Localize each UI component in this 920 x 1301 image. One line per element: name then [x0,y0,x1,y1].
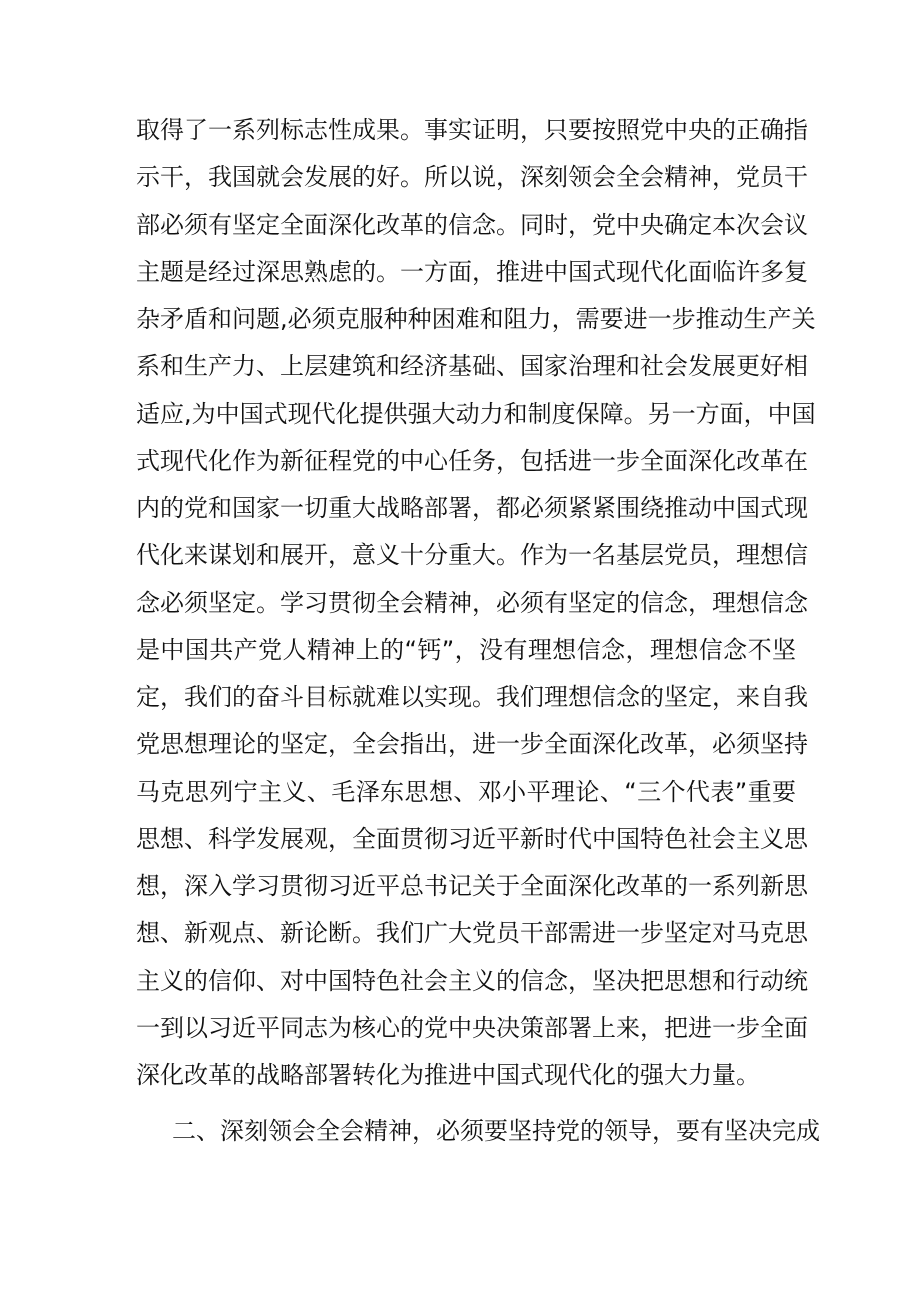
paragraph-line: 示干，我国就会发展的好。所以说，深刻领会全会精神，党员干 [136,163,808,192]
paragraph-line: 想、新观点、新论断。我们广大党员干部需进一步坚定对马克思 [136,919,808,948]
paragraph-line: 部必须有坚定全面深化改革的信念。同时，党中央确定本次会议 [136,210,808,239]
paragraph-line: 思想、科学发展观，全面贯彻习近平新时代中国特色社会主义思 [136,824,808,853]
paragraph-line: 内的党和国家一切重大战略部署，都必须紧紧围绕推动中国式现 [136,494,808,522]
paragraph-line: 党思想理论的坚定，全会指出，进一步全面深化改革，必须坚持 [136,730,808,759]
paragraph-line: 适应,为中国式现代化提供强大动力和制度保障。另一方面，中国 [136,399,816,428]
document-body [136,107,820,1156]
paragraph-2 [136,1108,820,1155]
paragraph-line: 想，深入学习贯彻习近平总书记关于全面深化改革的一系列新思 [136,872,808,900]
paragraph-line: 杂矛盾和问题,必须克服种种困难和阻力，需要进一步推动生产关 [136,305,816,333]
paragraph-1 [136,107,816,1099]
paragraph-line: 式现代化作为新征程党的中心任务，包括进一步全面深化改革在 [136,446,808,475]
paragraph-line: 取得了一系列标志性成果。事实证明，只要按照党中央的正确指 [136,116,808,144]
paragraph-line: 定，我们的奋斗目标就难以实现。我们理想信念的坚定，来自我 [136,683,808,711]
paragraph-line: 马克思列宁主义、毛泽东思想、邓小平理论、“三个代表”重要 [136,777,796,806]
paragraph-line: 代化来谋划和展开，意义十分重大。作为一名基层党员，理想信 [136,541,808,570]
paragraph-line: 一到以习近平同志为核心的党中央决策部署上来，把进一步全面 [136,1013,808,1042]
paragraph-line: 系和生产力、上层建筑和经济基础、国家治理和社会发展更好相 [136,352,808,381]
paragraph-line: 主义的信仰、对中国特色社会主义的信念，坚决把思想和行动统 [136,966,808,995]
paragraph-line: 二、深刻领会全会精神，必须要坚持党的领导，要有坚决完成 [172,1117,820,1146]
paragraph-line: 深化改革的战略部署转化为推进中国式现代化的强大力量。 [136,1061,760,1089]
paragraph-line: 主题是经过深思熟虑的。一方面，推进中国式现代化面临许多复 [136,257,808,286]
paragraph-gap [136,1099,796,1108]
paragraph-line: 是中国共产党人精神上的“钙”，没有理想信念，理想信念不坚 [136,635,796,664]
paragraph-line: 念必须坚定。学习贯彻全会精神，必须有坚定的信念，理想信念 [136,588,808,617]
